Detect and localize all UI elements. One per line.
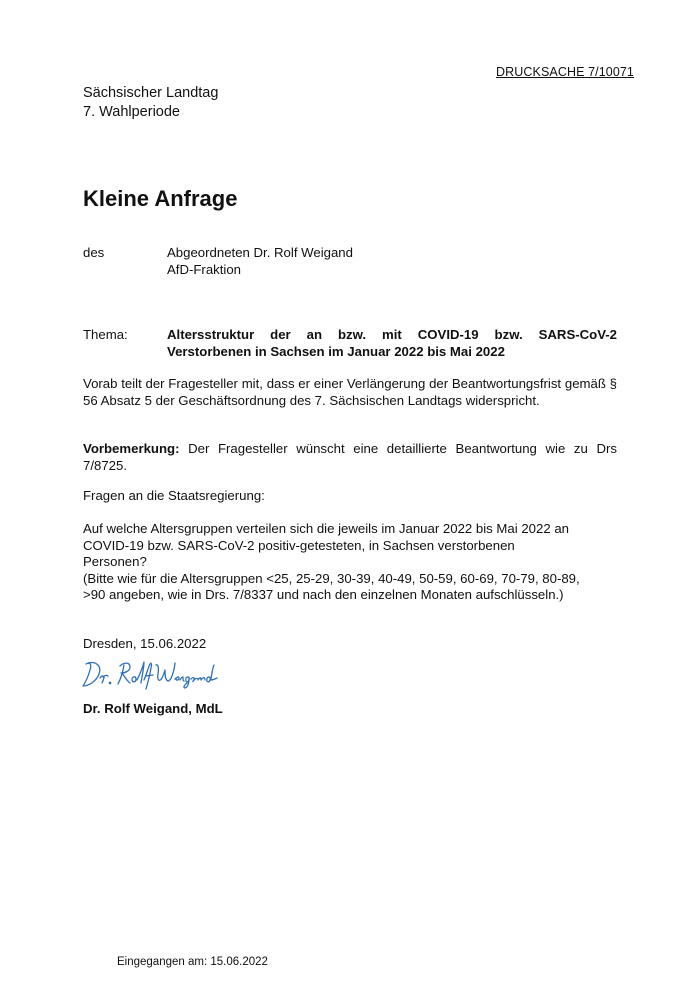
- question-line-2: COVID-19 bzw. SARS-CoV-2 positiv-getesteten, in Sachsen verstorbenen: [83, 537, 515, 553]
- remark-paragraph: [83, 441, 617, 474]
- handwritten-signature: [80, 652, 240, 692]
- question-line-1: Auf welche Altersgruppen verteilen sich die jeweils im Januar 2022 bis Mai 2022 an: [83, 521, 570, 536]
- remark-label: Vorbemerkung:: [83, 441, 180, 456]
- place-date: Dresden, 15.06.2022: [83, 636, 207, 651]
- signer-name: Dr. Rolf Weigand, MdL: [83, 701, 223, 716]
- question-paragraph: [83, 521, 617, 604]
- preamble-paragraph: Vorab teilt der Fragesteller mit, dass er einer Verlängerung der Beantwortungsfrist gemäß § 56 Absatz 5 der Geschäftsordnung des 7. Sächsischen Landtags widerspricht.: [83, 376, 617, 408]
- question-line-3: Personen?: [83, 554, 147, 569]
- author-faction: AfD-Fraktion: [167, 261, 242, 277]
- legislative-period: 7. Wahlperiode: [83, 104, 180, 120]
- topic-line-1: Altersstruktur der an bzw. mit COVID-19 bzw. SARS-CoV-2: [167, 327, 617, 342]
- topic-line-2: Verstorbenen in Sachsen im Januar 2022 bis Mai 2022: [167, 343, 505, 359]
- document-title: Kleine Anfrage: [83, 186, 238, 211]
- received-stamp: Eingegangen am: 15.06.2022: [117, 956, 268, 968]
- topic-text: [167, 327, 617, 360]
- remark-text: Der Fragesteller wünscht eine detaillierte Beantwortung wie zu Drs 7/8725.: [83, 441, 617, 473]
- author-label: des: [83, 245, 105, 260]
- document-number: DRUCKSACHE 7/10071: [496, 65, 634, 79]
- author-details: [167, 245, 617, 278]
- author-name: Abgeordneten Dr. Rolf Weigand: [167, 245, 353, 260]
- parliament-header: [83, 84, 218, 122]
- question-note-line-2: >90 angeben, wie in Drs. 7/8337 und nach den einzelnen Monaten aufschlüsseln.): [83, 587, 564, 602]
- topic-label: Thema:: [83, 327, 128, 342]
- questions-intro: Fragen an die Staatsregierung:: [83, 488, 265, 503]
- question-note-line-1: (Bitte wie für die Altersgruppen <25, 25-29, 30-39, 40-49, 50-59, 60-69, 70-79, 80-89,: [83, 570, 580, 586]
- parliament-name: Sächsischer Landtag: [83, 85, 219, 101]
